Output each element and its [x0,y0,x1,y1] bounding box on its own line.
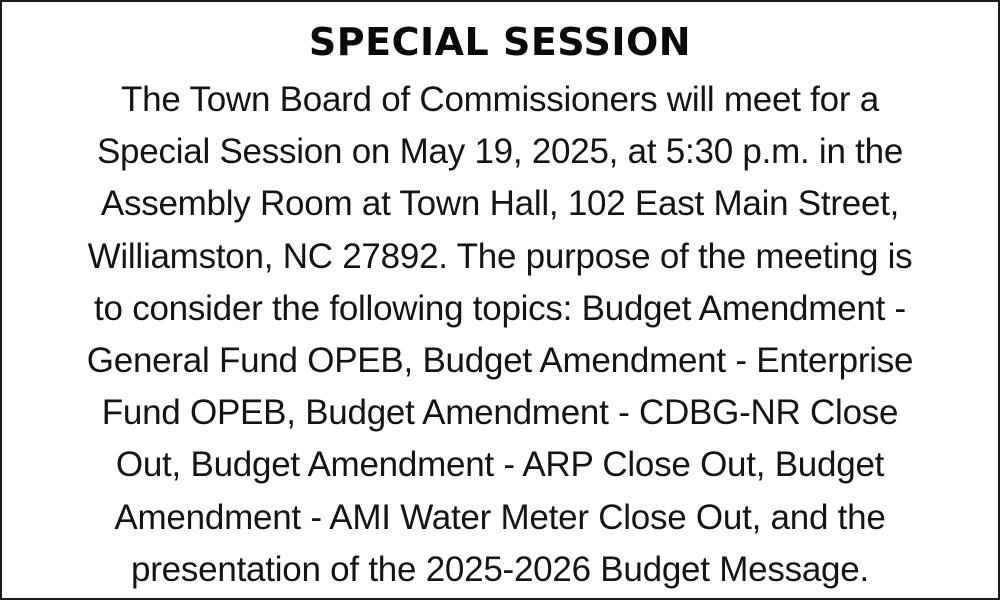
notice-body-line: The Town Board of Commissioners will meet for a [121,80,879,119]
notice-body-line: to consider the following topics: Budget Amendment - [94,288,906,328]
notice-body-line: Fund OPEB, Budget Amendment - CDBG-NR Close [101,393,899,433]
notice-body [2,74,998,596]
notice-body-line: Amendment - AMI Water Meter Close Out, and the [114,497,886,537]
notice-title: SPECIAL SESSION [308,20,692,64]
notice-body-line: presentation of the 2025-2026 Budget Message. [131,549,869,589]
notice-body-line: Out, Budget Amendment - ARP Close Out, Budget [115,445,885,485]
notice-body-line: Williamston, NC 27892. The purpose of the meeting is [87,236,913,276]
notice-body-line: Assembly Room at Town Hall, 102 East Main Street, [100,184,900,224]
notice-body-line: Special Session on May 19, 2025, at 5:30 p.m. in the [96,132,904,172]
notice-body-line: General Fund OPEB, Budget Amendment - Enterprise [86,341,914,381]
